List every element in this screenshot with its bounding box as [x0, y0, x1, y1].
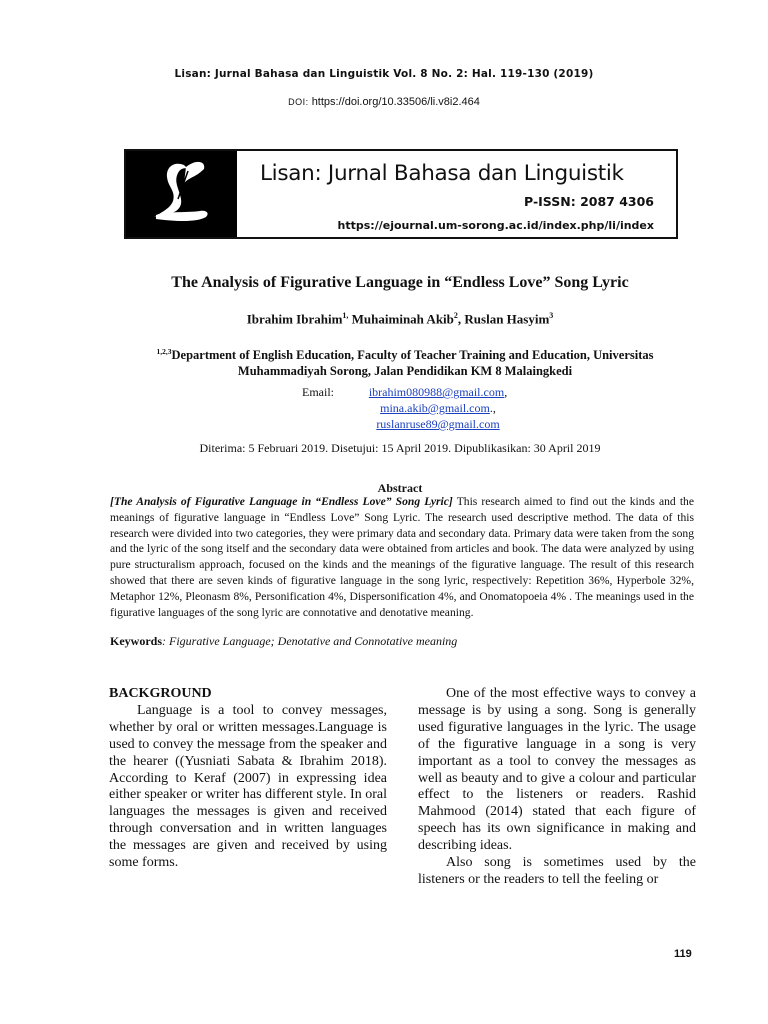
author-sup: 1, [342, 311, 349, 320]
affiliation-sup: 1,2,3 [156, 347, 172, 356]
keywords-value: : Figurative Language; Denotative and Connotative meaning [162, 634, 458, 648]
affiliation-line-2: Muhammadiyah Sorong, Jalan Pendidikan KM 8 Malaingkedi [237, 364, 573, 379]
banner-journal-name: Lisan: Jurnal Bahasa dan Linguistik [260, 161, 624, 186]
doi-label: DOI: [288, 97, 309, 107]
body-paragraph: Language is a tool to convey messages, whether by oral or written messages.Language is used to convey the message from the speaker and the hearer ((Yusniati Sabata & Ibrahim 2018). According to Keraf (2007) in expressing idea either speaker or writer has different style. In oral languages the messages is given and received through conversation and in written languages the messages are given and received by using some forms. [109, 702, 387, 871]
body-column-left [109, 686, 387, 872]
email-link[interactable]: ruslanruse89@gmail.com [376, 417, 500, 431]
keywords-label: Keywords [110, 634, 162, 648]
page-number: 119 [674, 948, 692, 960]
journal-logo [126, 151, 237, 237]
banner-url: https://ejournal.um-sorong.ac.id/index.php/li/index [337, 219, 654, 232]
article-title: The Analysis of Figurative Language in “Endless Love” Song Lyric [171, 274, 629, 291]
email-suffix: , [504, 385, 508, 399]
doi-line [0, 96, 768, 108]
journal-banner [124, 149, 678, 239]
author-name: Ibrahim Ibrahim [246, 311, 343, 327]
author-list [0, 311, 768, 327]
author-name: Muhaiminah Akib [348, 311, 454, 327]
publication-dates: Diterima: 5 Februari 2019. Disetujui: 15 April 2019. Dipublikasikan: 30 April 2019 [199, 441, 601, 455]
author-name: , Ruslan Hasyim [457, 311, 550, 327]
email-link[interactable]: mina.akib@gmail.com [380, 401, 490, 415]
affiliation-line-1: Department of English Education, Faculty of Teacher Training and Education, Universitas [171, 348, 654, 363]
section-heading: BACKGROUND [109, 686, 212, 701]
email-link[interactable]: ibrahim080988@gmail.com [368, 385, 505, 399]
email-suffix: ., [489, 401, 496, 415]
keywords [110, 634, 457, 649]
body-paragraph: Also song is sometimes used by the listeners or the readers to tell the feeling or [418, 855, 696, 887]
banner-issn: P-ISSN: 2087 4306 [524, 194, 654, 209]
email-list [348, 384, 528, 432]
abstract-text [110, 494, 694, 620]
journal-citation-line: Lisan: Jurnal Bahasa dan Linguistik Vol. 8 No. 2: Hal. 119-130 (2019) [174, 68, 594, 80]
doi-value: https://doi.org/10.33506/li.v8i2.464 [311, 96, 480, 108]
body-column-right [418, 686, 696, 889]
abstract-body: This research aimed to find out the kinds and the meanings of figurative language in “Endless Love” Song Lyric. The research used descriptive method. The data of this research were divided into two categories, they were primary data and secondary data. Primary data were taken from the song and the lyric of the song itself and the secondary data were obtained from articles and book. The data were analyzed by using pure structuralism approach, focused on the kinds and the meanings of the figurative language. The result of this research showed that there are seven kinds of figurative language in the song lyric, respectively: Repetition 36%, Hyperbole 32%, Metaphor 12%, Pleonasm 8%, Personification 4%, Dispersonification 4%, and Onomatopoeia 4% . The meanings used in the figurative languages of the song lyric are connotative and denotative meaning. [110, 495, 694, 619]
author-sup: 3 [549, 311, 554, 320]
email-label: Email: [302, 385, 334, 399]
quill-letter-l-icon [126, 151, 237, 237]
abstract-heading: Abstract [377, 481, 423, 495]
author-sup: 2 [453, 311, 458, 320]
body-paragraph: One of the most effective ways to convey a message is by using a song. Song is generally used figurative languages in the lyric. The usage of the figurative language in a song is very important as a tool to convey the messages as well as beauty and to give a colour and particular effect to the listeners or readers. Rashid Mahmood (2014) stated that each figure of speech has its own significance in making and describing ideas. [418, 686, 696, 854]
abstract-lead: [The Analysis of Figurative Language in “Endless Love” Song Lyric] [110, 495, 453, 508]
affiliation [110, 344, 700, 379]
